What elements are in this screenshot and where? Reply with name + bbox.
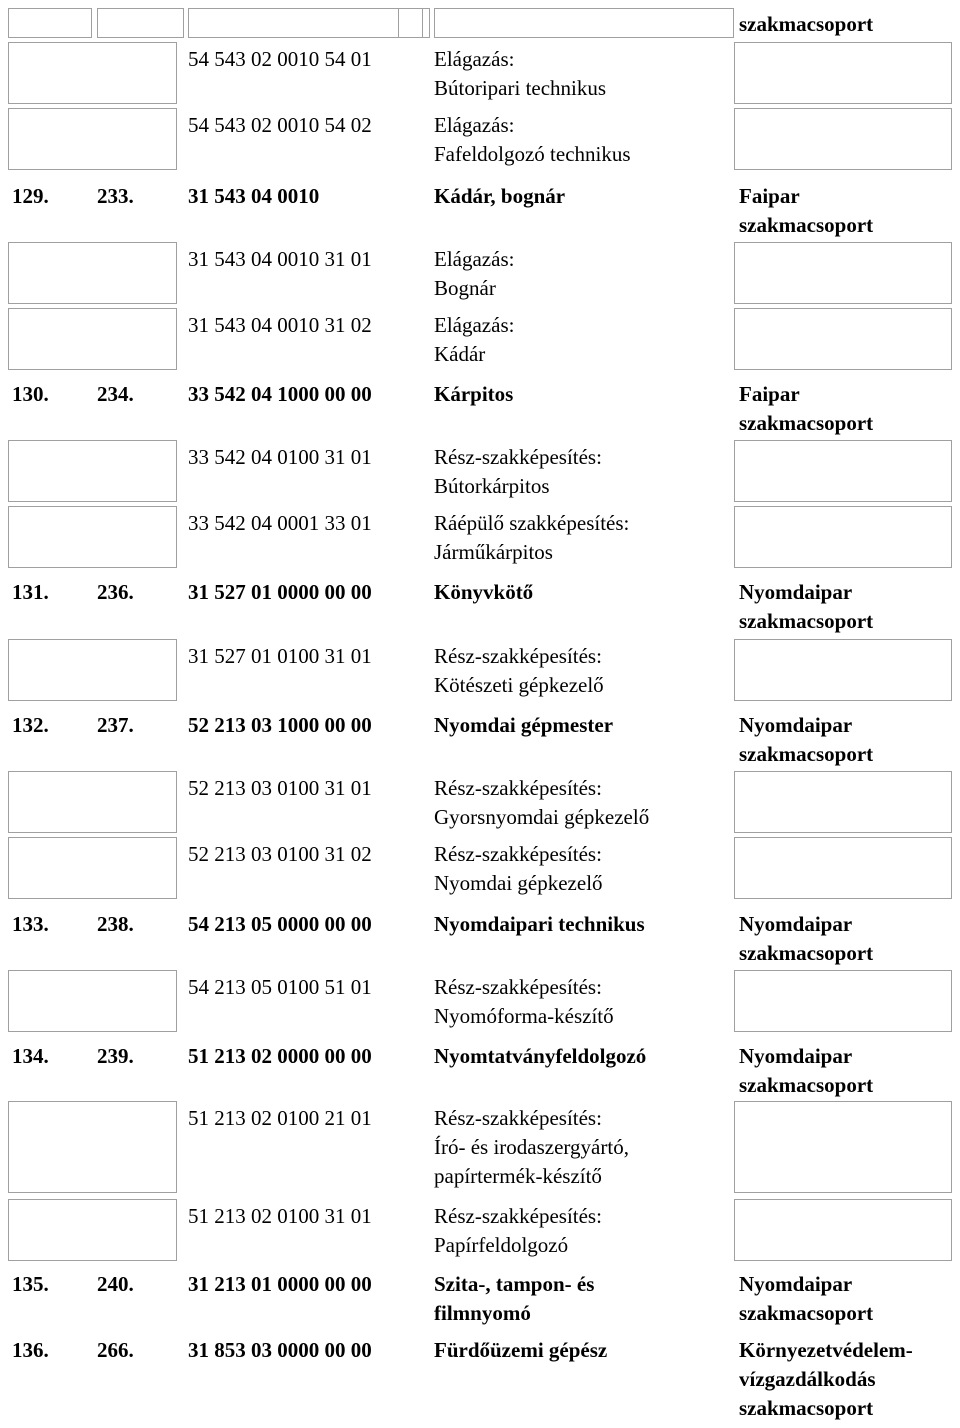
sub-qualification-name: Kádár	[434, 342, 486, 366]
empty-cell	[734, 42, 952, 104]
row-number: 136.	[12, 1338, 49, 1362]
sub-qualification-code: 54 213 05 0100 51 01	[188, 975, 372, 999]
qualification-code: 31 213 01 0000 00 00	[188, 1272, 372, 1296]
row-number: 133.	[12, 912, 49, 936]
qualification-name: Nyomtatványfeldolgozó	[434, 1044, 647, 1068]
sub-qualification-code: 31 527 01 0100 31 01	[188, 644, 372, 668]
empty-cell	[8, 440, 177, 502]
empty-cell	[734, 506, 952, 568]
sub-qualification-code: 33 542 04 0100 31 01	[188, 445, 372, 469]
sub-qualification-name: Író- és irodaszergyártó,	[434, 1135, 629, 1159]
row-number: 134.	[12, 1044, 49, 1068]
sub-qualification-name: papírtermék-készítő	[434, 1164, 602, 1188]
qualification-code: 33 542 04 1000 00 00	[188, 382, 372, 406]
empty-cell	[188, 8, 423, 38]
empty-cell	[8, 308, 177, 370]
row-id: 240.	[97, 1272, 134, 1296]
sector-label: szakmacsoport	[739, 213, 874, 237]
row-id: 233.	[97, 184, 134, 208]
row-id: 239.	[97, 1044, 134, 1068]
sector-label: szakmacsoport	[739, 1396, 874, 1420]
empty-cell	[8, 837, 177, 899]
sub-qualification-name: Kötészeti gépkezelő	[434, 673, 604, 697]
empty-cell	[8, 42, 177, 104]
sub-qualification-name: Járműkárpitos	[434, 540, 553, 564]
sub-qualification-type: Rész-szakképesítés:	[434, 975, 602, 999]
sector-label: Nyomdaipar	[739, 1044, 853, 1068]
row-id: 237.	[97, 713, 134, 737]
sector-label: szakmacsoport	[739, 411, 874, 435]
sub-qualification-code: 52 213 03 0100 31 01	[188, 776, 372, 800]
empty-cell	[8, 242, 177, 304]
sub-qualification-code: 54 543 02 0010 54 01	[188, 47, 372, 71]
row-id: 236.	[97, 580, 134, 604]
sub-qualification-code: 33 542 04 0001 33 01	[188, 511, 372, 535]
sub-qualification-type: Rész-szakképesítés:	[434, 1204, 602, 1228]
qualification-code: 31 527 01 0000 00 00	[188, 580, 372, 604]
qualification-name: Kádár, bognár	[434, 184, 566, 208]
sub-qualification-type: Rész-szakképesítés:	[434, 842, 602, 866]
sub-qualification-type: Rész-szakképesítés:	[434, 445, 602, 469]
sub-qualification-type: Elágazás:	[434, 247, 515, 271]
sector-label: Nyomdaipar	[739, 580, 853, 604]
qualification-code: 31 853 03 0000 00 00	[188, 1338, 372, 1362]
row-number: 129.	[12, 184, 49, 208]
sub-qualification-name: Papírfeldolgozó	[434, 1233, 569, 1257]
empty-cell	[734, 970, 952, 1032]
row-number: 130.	[12, 382, 49, 406]
sector-label: Környezetvédelem-	[739, 1338, 913, 1362]
qualification-code: 31 543 04 0010	[188, 184, 320, 208]
empty-cell	[734, 837, 952, 899]
empty-cell	[734, 1101, 952, 1193]
sub-qualification-code: 51 213 02 0100 31 01	[188, 1204, 372, 1228]
qualification-name: Kárpitos	[434, 382, 514, 406]
sector-label: Faipar	[739, 382, 800, 406]
sector-label: szakmacsoport	[739, 1301, 874, 1325]
empty-cell	[8, 8, 92, 38]
empty-cell	[734, 771, 952, 833]
empty-cell	[398, 8, 430, 38]
row-number: 135.	[12, 1272, 49, 1296]
sector-label: Faipar	[739, 184, 800, 208]
sub-qualification-name: Bútoripari technikus	[434, 76, 607, 100]
sector-label: szakmacsoport	[739, 1073, 874, 1097]
row-number: 132.	[12, 713, 49, 737]
sector-label: szakmacsoport	[739, 742, 874, 766]
qualification-name: filmnyomó	[434, 1301, 531, 1325]
sub-qualification-type: Elágazás:	[434, 113, 515, 137]
qualification-name: Szita-, tampon- és	[434, 1272, 595, 1296]
qualification-name: Könyvkötő	[434, 580, 534, 604]
empty-cell	[734, 639, 952, 701]
empty-cell	[8, 1101, 177, 1193]
empty-cell	[97, 8, 184, 38]
sector-label: szakmacsoport	[739, 609, 874, 633]
sector-label: Nyomdaipar	[739, 912, 853, 936]
sub-qualification-code: 31 543 04 0010 31 01	[188, 247, 372, 271]
empty-cell	[734, 108, 952, 170]
sub-qualification-type: Ráépülő szakképesítés:	[434, 511, 630, 535]
empty-cell	[8, 108, 177, 170]
row-id: 238.	[97, 912, 134, 936]
sub-qualification-type: Elágazás:	[434, 313, 515, 337]
qualification-name: Nyomdai gépmester	[434, 713, 614, 737]
sector-label: szakmacsoport	[739, 12, 874, 36]
empty-cell	[734, 1199, 952, 1261]
sub-qualification-type: Rész-szakképesítés:	[434, 776, 602, 800]
empty-cell	[8, 970, 177, 1032]
sector-label: Nyomdaipar	[739, 1272, 853, 1296]
sub-qualification-type: Elágazás:	[434, 47, 515, 71]
sector-label: vízgazdálkodás	[739, 1367, 876, 1391]
empty-cell	[8, 639, 177, 701]
empty-cell	[734, 308, 952, 370]
sub-qualification-code: 51 213 02 0100 21 01	[188, 1106, 372, 1130]
qualification-name: Nyomdaipari technikus	[434, 912, 645, 936]
empty-cell	[734, 440, 952, 502]
empty-cell	[8, 771, 177, 833]
empty-cell	[8, 1199, 177, 1261]
sector-label: szakmacsoport	[739, 941, 874, 965]
sub-qualification-name: Fafeldolgozó technikus	[434, 142, 631, 166]
qualification-code: 51 213 02 0000 00 00	[188, 1044, 372, 1068]
sub-qualification-code: 31 543 04 0010 31 02	[188, 313, 372, 337]
empty-cell	[734, 242, 952, 304]
sub-qualification-type: Rész-szakképesítés:	[434, 1106, 602, 1130]
sub-qualification-name: Nyomdai gépkezelő	[434, 871, 603, 895]
qualification-name: Fürdőüzemi gépész	[434, 1338, 608, 1362]
sector-label: Nyomdaipar	[739, 713, 853, 737]
sub-qualification-name: Gyorsnyomdai gépkezelő	[434, 805, 650, 829]
row-id: 266.	[97, 1338, 134, 1362]
sub-qualification-name: Bútorkárpitos	[434, 474, 550, 498]
row-id: 234.	[97, 382, 134, 406]
empty-cell	[434, 8, 734, 38]
empty-cell	[8, 506, 177, 568]
sub-qualification-type: Rész-szakképesítés:	[434, 644, 602, 668]
sub-qualification-name: Nyomóforma-készítő	[434, 1004, 614, 1028]
qualification-code: 52 213 03 1000 00 00	[188, 713, 372, 737]
qualification-code: 54 213 05 0000 00 00	[188, 912, 372, 936]
sub-qualification-code: 52 213 03 0100 31 02	[188, 842, 372, 866]
sub-qualification-code: 54 543 02 0010 54 02	[188, 113, 372, 137]
sub-qualification-name: Bognár	[434, 276, 496, 300]
row-number: 131.	[12, 580, 49, 604]
